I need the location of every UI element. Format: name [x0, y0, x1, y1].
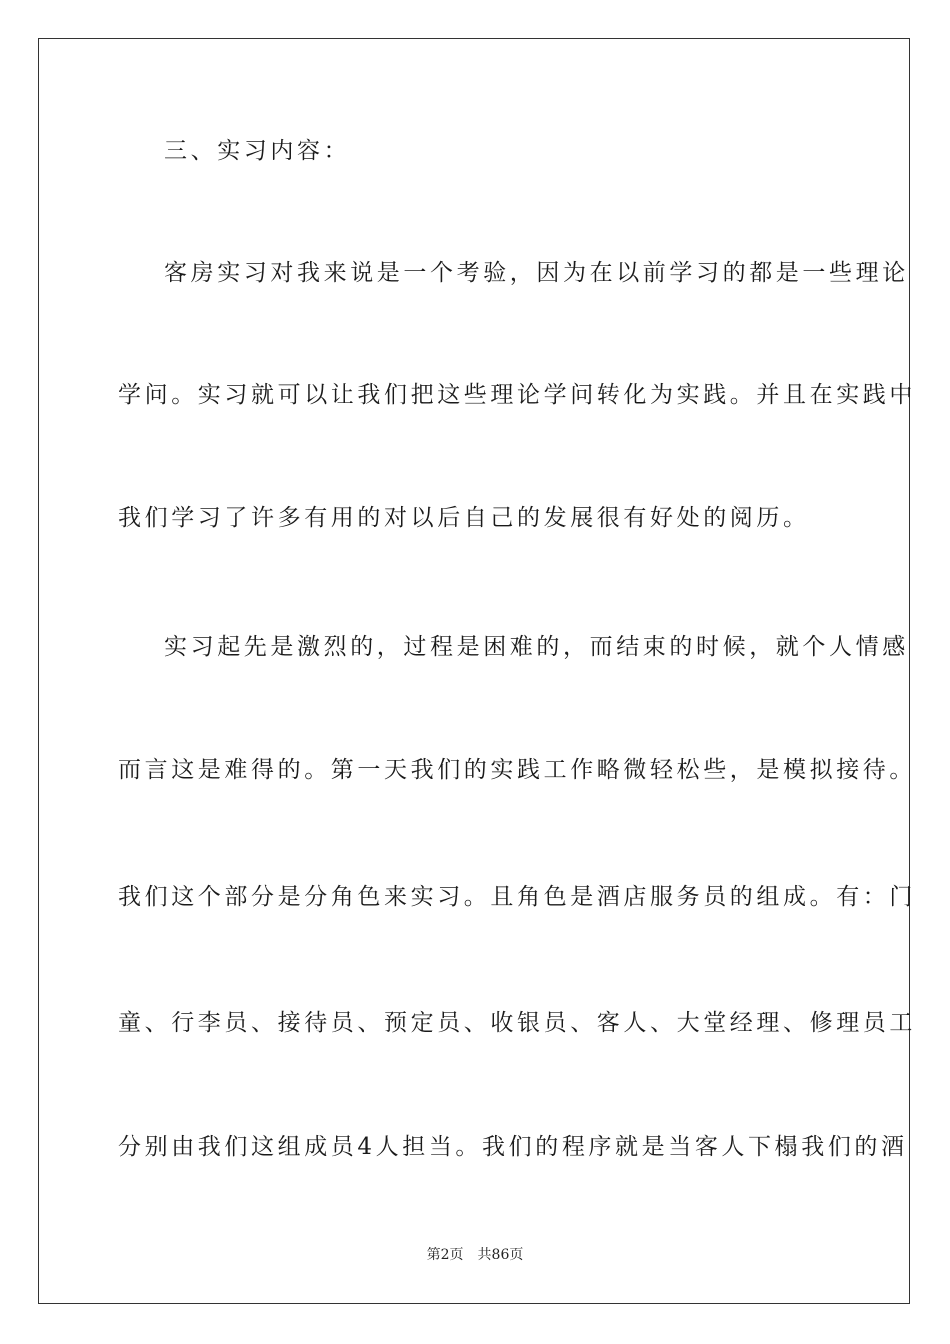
page-number: 第2页 — [426, 1247, 464, 1263]
paragraph-line: 实习起先是激烈的，过程是困难的，而结束的时候，就个人情感 — [164, 634, 909, 660]
page-border — [38, 38, 916, 1304]
paragraph-line: 我们这个部分是分角色来实习。且角色是酒店服务员的组成。有：门 — [118, 884, 916, 910]
paragraph-line: 童、行李员、接待员、预定员、收银员、客人、大堂经理、修理员工 — [118, 1010, 916, 1036]
paragraph-line: 分别由我们这组成员4人担当。我们的程序就是当客人下榻我们的酒 — [118, 1134, 908, 1160]
paragraph-line: 学问。实习就可以让我们把这些理论学问转化为实践。并且在实践中 — [118, 382, 916, 408]
paragraph-line: 客房实习对我来说是一个考验，因为在以前学习的都是一些理论 — [164, 260, 909, 286]
page-total: 共86页 — [477, 1247, 524, 1263]
paragraph-line: 而言这是难得的。第一天我们的实践工作略微轻松些，是模拟接待。 — [118, 757, 916, 783]
page-footer — [0, 1246, 950, 1264]
paragraph-line: 我们学习了许多有用的对以后自己的发展很有好处的阅历。 — [118, 505, 810, 531]
section-heading: 三、实习内容： — [164, 138, 351, 164]
